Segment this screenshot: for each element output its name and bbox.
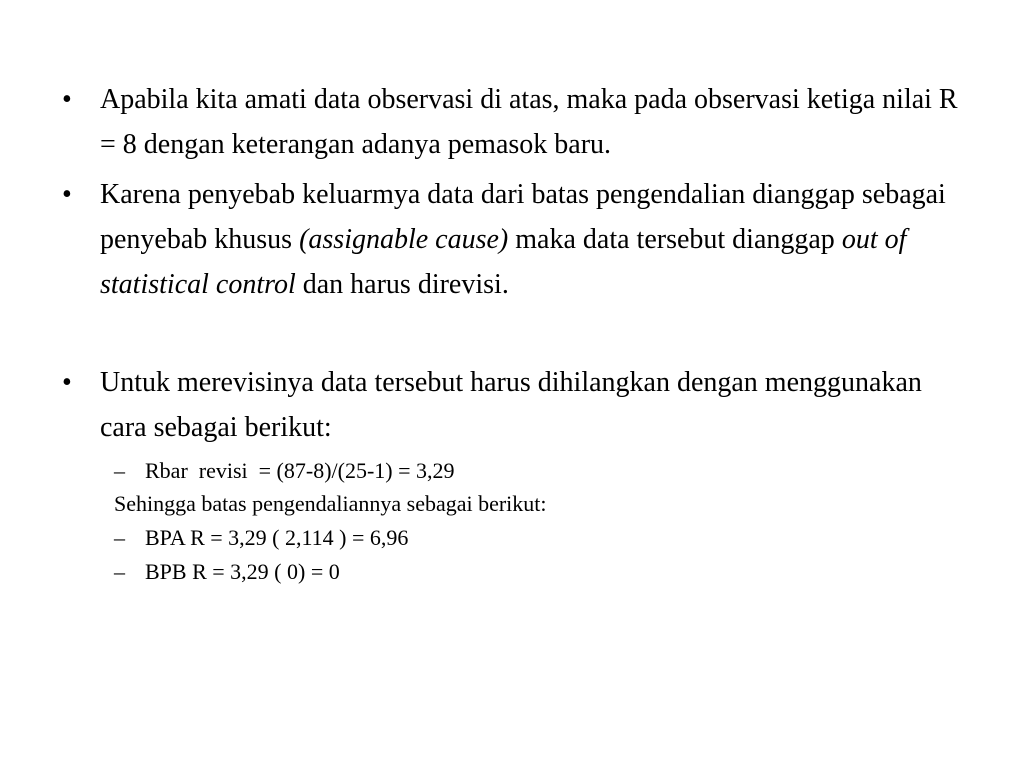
bullet-text-part: Karena penyebab keluarmya data dari batas pengendalian dianggap sebagai penyebab khusus [100,179,946,255]
note-text: Sehingga batas pengendaliannya sebagai berikut: [114,491,547,516]
sub-item-marker: – [114,559,125,584]
sub-item-marker: – [114,458,125,483]
bullet-text-part: dan harus direvisi. [295,269,509,300]
bullet-text-italic: out of statistical control [100,224,907,300]
bullet-text: Untuk merevisinya data tersebut harus dihilangkan dengan menggunakan cara sebagai berikut: [100,367,922,443]
sub-item-marker: – [114,525,125,550]
bullet-marker: • [62,179,72,210]
sub-item-text: BPB R = 3,29 ( 0) = 0 [145,559,340,584]
bullet-marker: • [62,84,72,115]
bullet-text [100,172,962,307]
bullet-text: Apabila kita amati data observasi di atas, maka pada observasi ketiga nilai R = 8 dengan keterangan adanya pemasok baru. [100,84,958,160]
sub-item-text: BPA R = 3,29 ( 2,114 ) = 6,96 [145,525,409,550]
bullet-marker: • [62,367,72,398]
bullet-text-part: maka data tersebut dianggap [508,224,842,255]
sub-item-text: Rbar revisi = (87-8)/(25-1) = 3,29 [145,458,455,483]
bullet-text-italic: (assignable cause) [299,224,509,255]
